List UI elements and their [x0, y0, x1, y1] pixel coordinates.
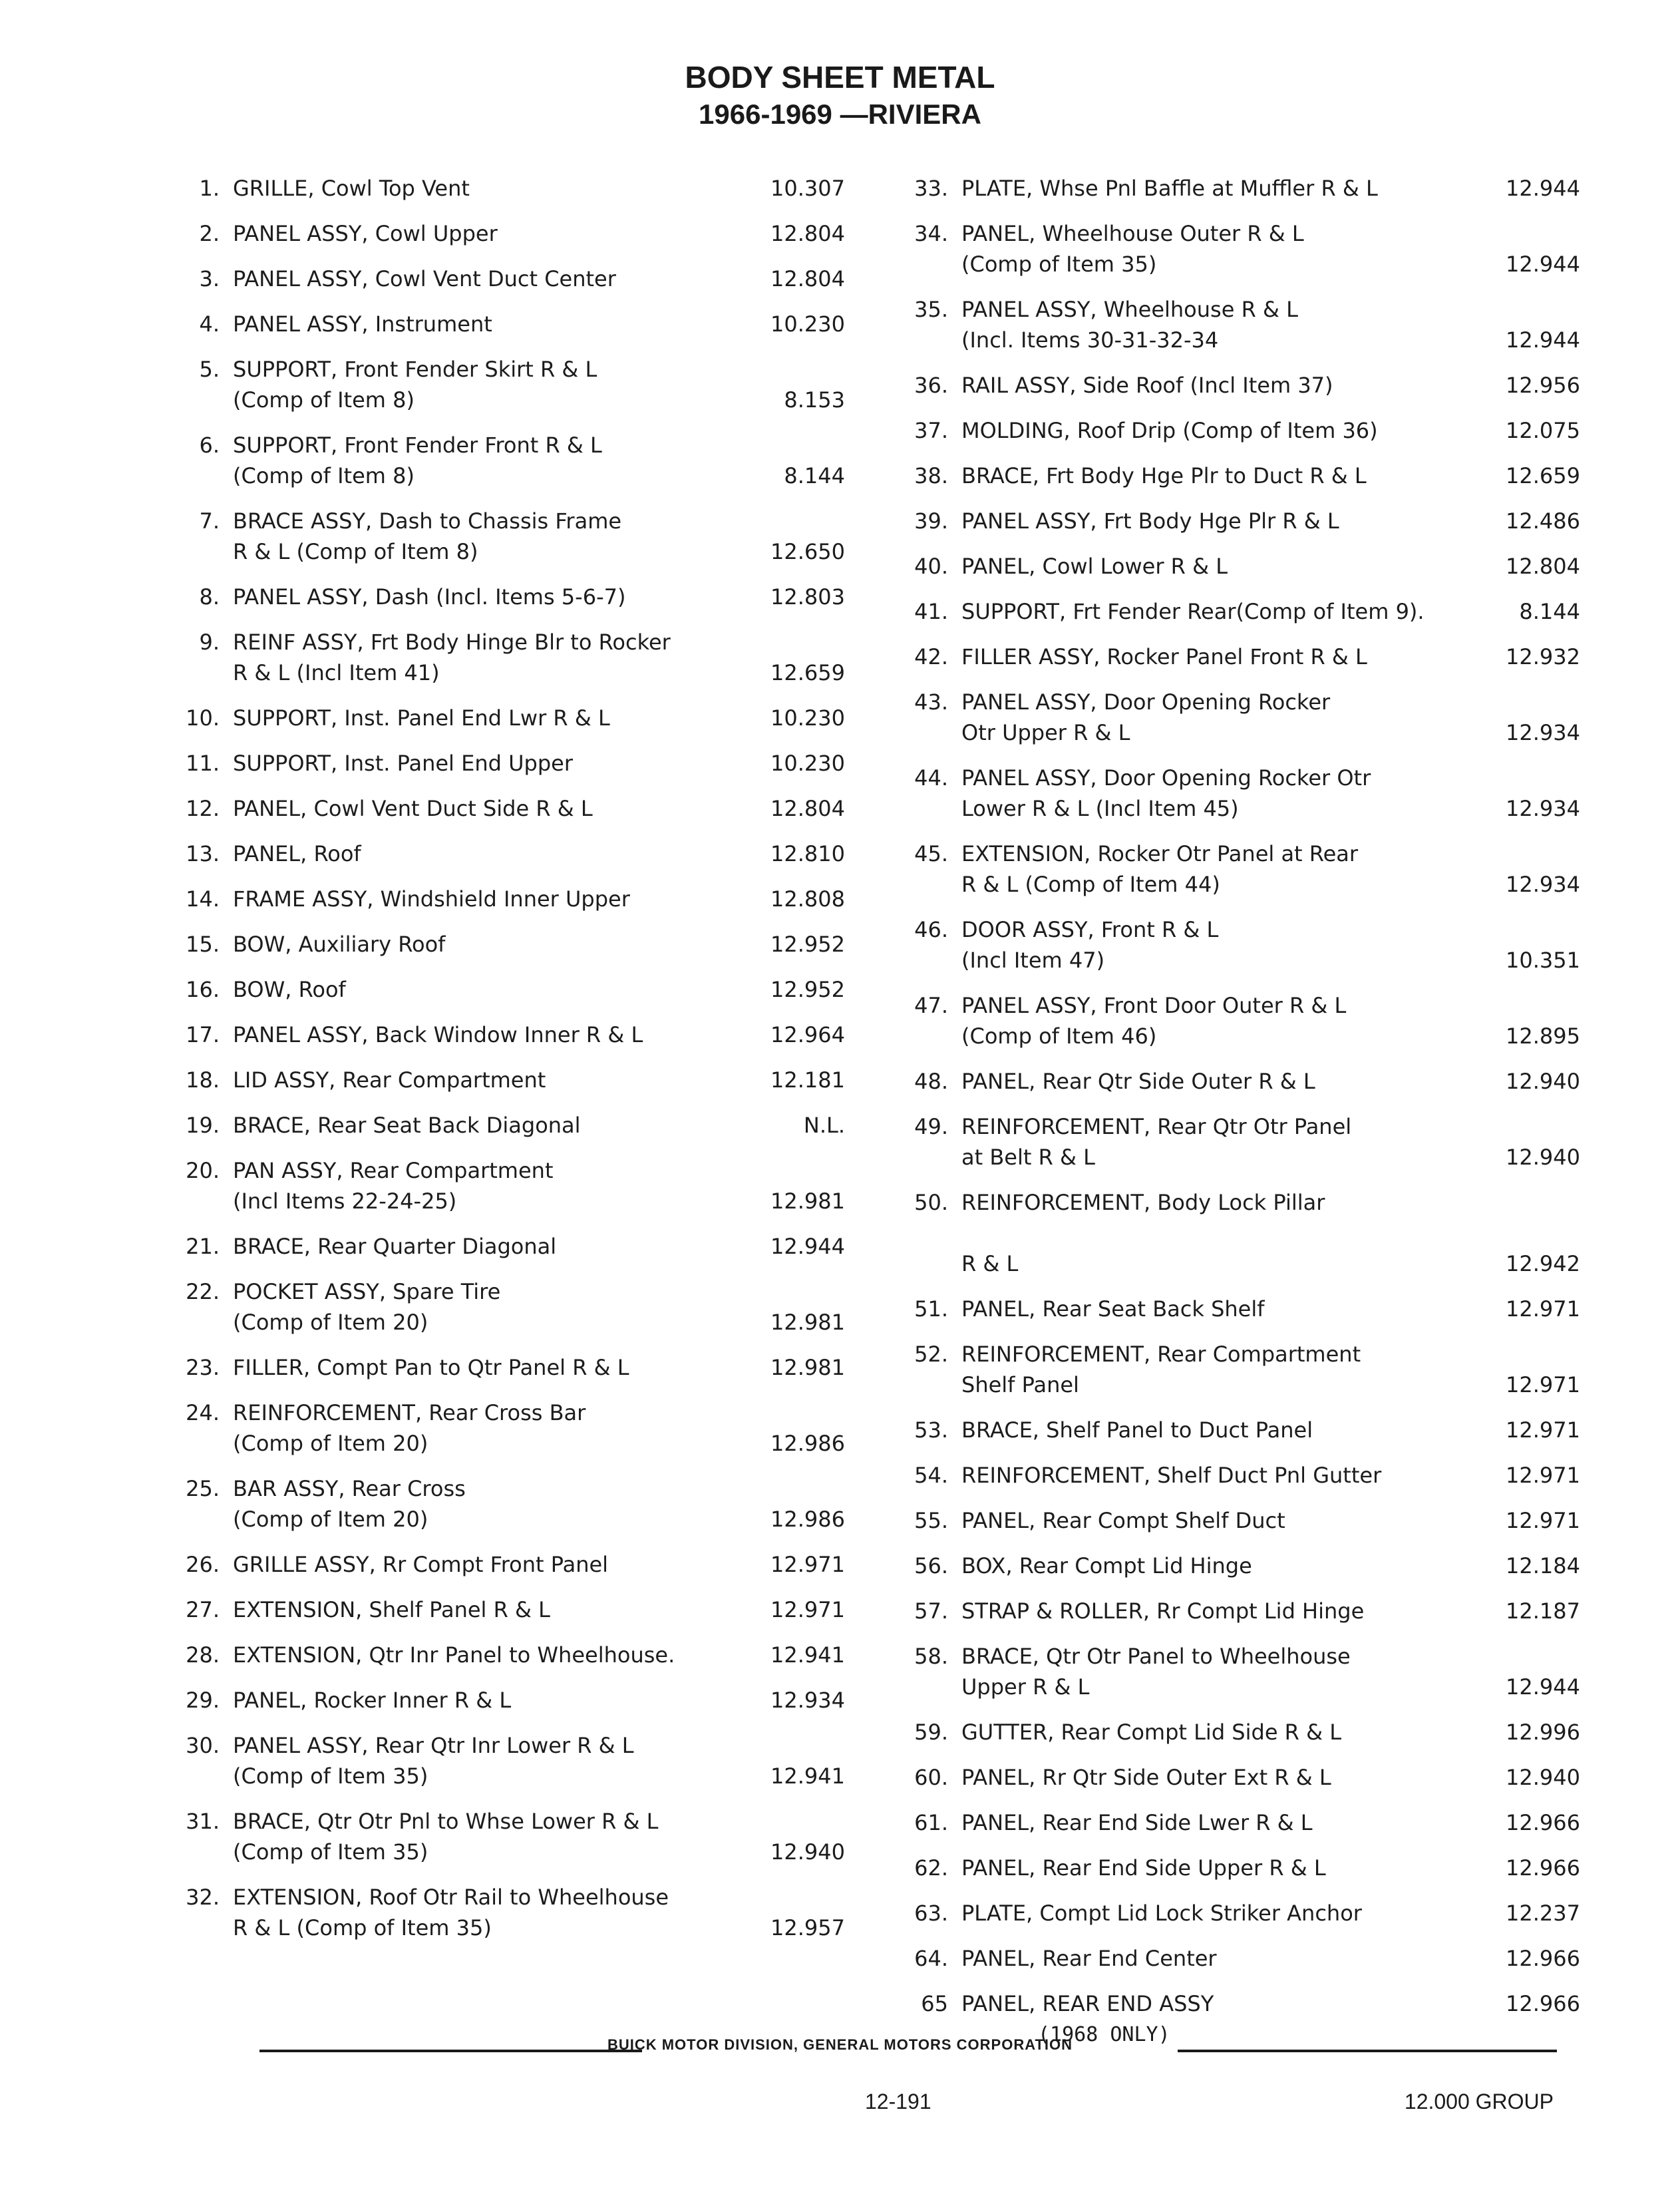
- part-group-number: 12.971: [770, 1552, 845, 1577]
- part-group-number: 12.895: [1506, 1023, 1580, 1049]
- part-number: 41.: [914, 599, 948, 624]
- part-row: [160, 1231, 845, 1262]
- part-number: 37.: [914, 418, 948, 443]
- part-number: 26.: [186, 1552, 220, 1577]
- part-group-number: 12.971: [770, 1597, 845, 1622]
- part-description: GRILLE, Cowl Top Vent: [233, 176, 470, 201]
- part-number: 28.: [186, 1642, 220, 1668]
- part-group-number: 12.986: [770, 1431, 845, 1456]
- part-number: 1.: [199, 176, 220, 201]
- part-row: [888, 506, 1580, 536]
- part-description: SUPPORT, Inst. Panel End Lwr R & L: [233, 705, 610, 731]
- part-description: BRACE, Qtr Otr Pnl to Whse Lower R & L (Comp of Item 35): [233, 1809, 659, 1865]
- part-row: [888, 218, 1580, 279]
- part-group-number: 12.075: [1506, 418, 1580, 443]
- part-group-number: 12.957: [770, 1915, 845, 1940]
- part-row: [160, 1594, 845, 1625]
- part-description: PANEL ASSY, Frt Body Hge Plr R & L: [961, 508, 1339, 534]
- part-group-number: 12.184: [1506, 1553, 1580, 1578]
- part-description: PANEL, Cowl Lower R & L: [961, 554, 1228, 579]
- part-description: PANEL ASSY, Dash (Incl. Items 5-6-7): [233, 584, 626, 610]
- page-title: BODY SHEET METAL: [685, 60, 995, 94]
- part-group-number: 12.981: [770, 1189, 845, 1214]
- part-group-number: 12.804: [770, 266, 845, 291]
- part-group-number: 12.803: [770, 584, 845, 610]
- part-row: [888, 551, 1580, 582]
- part-group-number: N.L.: [803, 1113, 845, 1138]
- footer-division: BUICK MOTOR DIVISION, GENERAL MOTORS CORPORATION: [607, 2036, 1073, 2053]
- part-number: 57.: [914, 1598, 948, 1624]
- item-65-note: (1968 ONLY): [1038, 2023, 1170, 2046]
- part-group-number: 12.659: [1506, 463, 1580, 488]
- part-row: [888, 641, 1580, 672]
- part-number: 63.: [914, 1901, 948, 1926]
- part-row: [888, 1853, 1580, 1883]
- part-group-number: 12.966: [1506, 1810, 1580, 1835]
- part-description: PANEL ASSY, Cowl Vent Duct Center: [233, 266, 616, 291]
- part-number: 59.: [914, 1720, 948, 1745]
- part-number: 46.: [914, 917, 948, 942]
- part-row: [160, 1473, 845, 1535]
- part-row: [888, 914, 1580, 976]
- part-group-number: 12.971: [1506, 1372, 1580, 1397]
- part-description: EXTENSION, Shelf Panel R & L: [233, 1597, 550, 1622]
- part-description: FILLER ASSY, Rocker Panel Front R & L: [961, 644, 1367, 669]
- part-row: [888, 415, 1580, 446]
- part-description: RAIL ASSY, Side Roof (Incl Item 37): [961, 373, 1333, 398]
- part-group-number: 12.944: [1506, 327, 1580, 353]
- part-description: BAR ASSY, Rear Cross (Comp of Item 20): [233, 1476, 466, 1532]
- part-number: 45.: [914, 841, 948, 866]
- part-group-number: 12.808: [770, 886, 845, 912]
- part-description: MOLDING, Roof Drip (Comp of Item 36): [961, 418, 1378, 443]
- part-number: 17.: [186, 1022, 220, 1047]
- part-row: [888, 1807, 1580, 1838]
- part-group-number: 12.187: [1506, 1598, 1580, 1624]
- part-description: REINF ASSY, Frt Body Hinge Blr to Rocker R & L (Incl Item 41): [233, 630, 671, 685]
- part-description: PLATE, Whse Pnl Baffle at Muffler R & L: [961, 176, 1378, 201]
- part-number: 53.: [914, 1417, 948, 1443]
- part-number: 18.: [186, 1067, 220, 1093]
- part-group-number: 12.944: [1506, 252, 1580, 277]
- part-row: [888, 1596, 1580, 1626]
- part-row: [888, 1460, 1580, 1491]
- part-row: [160, 1110, 845, 1141]
- part-description: FILLER, Compt Pan to Qtr Panel R & L: [233, 1355, 629, 1380]
- part-description: PANEL, REAR END ASSY: [961, 1991, 1214, 2016]
- part-row: [160, 506, 845, 567]
- part-group-number: 12.941: [770, 1642, 845, 1668]
- part-row: [888, 1415, 1580, 1445]
- part-description: PANEL, Rr Qtr Side Outer Ext R & L: [961, 1765, 1331, 1790]
- part-group-number: 12.237: [1506, 1901, 1580, 1926]
- part-row: [160, 430, 845, 491]
- part-description: PANEL, Rear Qtr Side Outer R & L: [961, 1069, 1315, 1094]
- part-description: GRILLE ASSY, Rr Compt Front Panel: [233, 1552, 609, 1577]
- part-description: PANEL, Rocker Inner R & L: [233, 1688, 512, 1713]
- part-group-number: 12.804: [770, 221, 845, 246]
- part-group-number: 12.944: [1506, 176, 1580, 201]
- part-description: SUPPORT, Inst. Panel End Upper: [233, 751, 573, 776]
- part-number: 2.: [199, 221, 220, 246]
- part-group-number: 12.934: [1506, 796, 1580, 821]
- part-number: 61.: [914, 1810, 948, 1835]
- part-row: [888, 370, 1580, 401]
- part-group-number: 12.942: [1506, 1251, 1580, 1276]
- part-group-number: 12.944: [1506, 1674, 1580, 1700]
- part-number: 32.: [186, 1885, 220, 1910]
- part-description: REINFORCEMENT, Body Lock Pillar R & L: [961, 1190, 1325, 1276]
- part-row: [160, 703, 845, 733]
- part-description: PANEL ASSY, Door Opening Rocker Otr Lower R & L (Incl Item 45): [961, 765, 1371, 821]
- part-group-number: 12.934: [1506, 720, 1580, 745]
- group-label: 12.000 GROUP: [1404, 2090, 1554, 2113]
- part-description: PANEL, Rear Seat Back Shelf: [961, 1296, 1265, 1322]
- part-description: PAN ASSY, Rear Compartment (Incl Items 22-24-25): [233, 1158, 554, 1214]
- part-number: 35.: [914, 297, 948, 322]
- part-description: PANEL, Roof: [233, 841, 361, 866]
- part-row: [888, 1066, 1580, 1097]
- part-number: 20.: [186, 1158, 220, 1183]
- part-group-number: 12.981: [770, 1310, 845, 1335]
- part-row: [160, 1882, 845, 1943]
- part-description: SUPPORT, Front Fender Skirt R & L (Comp of Item 8): [233, 357, 597, 413]
- part-row: [160, 218, 845, 249]
- part-description: PANEL ASSY, Rear Qtr Inr Lower R & L (Comp of Item 35): [233, 1733, 634, 1789]
- part-group-number: 12.940: [1506, 1145, 1580, 1170]
- part-number: 33.: [914, 176, 948, 201]
- part-group-number: 8.144: [1519, 599, 1580, 624]
- part-group-number: 10.230: [770, 311, 845, 337]
- part-row: [160, 1640, 845, 1670]
- part-number: 65: [921, 1991, 948, 2016]
- part-number: 9.: [199, 630, 220, 655]
- part-number: 3.: [199, 266, 220, 291]
- part-row: [160, 1155, 845, 1216]
- part-description: PANEL ASSY, Front Door Outer R & L (Comp of Item 46): [961, 993, 1347, 1049]
- part-description: STRAP & ROLLER, Rr Compt Lid Hinge: [961, 1598, 1365, 1624]
- part-group-number: 10.230: [770, 751, 845, 776]
- part-group-number: 10.307: [770, 176, 845, 201]
- part-row: [160, 1685, 845, 1716]
- part-group-number: 12.956: [1506, 373, 1580, 398]
- part-number: 44.: [914, 765, 948, 791]
- part-description: PANEL ASSY, Back Window Inner R & L: [233, 1022, 643, 1047]
- part-row: [888, 1641, 1580, 1702]
- part-number: 23.: [186, 1355, 220, 1380]
- part-group-number: 12.971: [1506, 1296, 1580, 1322]
- part-description: PANEL, Rear End Side Upper R & L: [961, 1855, 1326, 1881]
- part-number: 6.: [199, 433, 220, 458]
- part-group-number: 12.971: [1506, 1508, 1580, 1533]
- part-description: PLATE, Compt Lid Lock Striker Anchor: [961, 1901, 1362, 1926]
- part-number: 47.: [914, 993, 948, 1018]
- part-number: 64.: [914, 1946, 948, 1971]
- part-description: EXTENSION, Qtr Inr Panel to Wheelhouse.: [233, 1642, 675, 1668]
- part-description: BOX, Rear Compt Lid Hinge: [961, 1553, 1252, 1578]
- part-row: [160, 173, 845, 204]
- part-row: [888, 1988, 1580, 2019]
- part-number: 8.: [199, 584, 220, 610]
- part-group-number: 12.810: [770, 841, 845, 866]
- part-number: 4.: [199, 311, 220, 337]
- part-number: 7.: [199, 508, 220, 534]
- part-number: 14.: [186, 886, 220, 912]
- part-description: BOW, Auxiliary Roof: [233, 932, 446, 957]
- part-number: 58.: [914, 1644, 948, 1669]
- part-row: [888, 596, 1580, 627]
- part-group-number: 12.804: [770, 796, 845, 821]
- part-number: 62.: [914, 1855, 948, 1881]
- part-row: [888, 1762, 1580, 1793]
- part-row: [160, 793, 845, 824]
- part-row: [888, 1551, 1580, 1581]
- part-number: 12.: [186, 796, 220, 821]
- part-description: POCKET ASSY, Spare Tire (Comp of Item 20): [233, 1279, 501, 1335]
- part-row: [160, 1276, 845, 1338]
- part-row: [888, 1111, 1580, 1173]
- part-row: [888, 687, 1580, 748]
- part-row: [160, 1730, 845, 1791]
- part-group-number: 8.153: [784, 387, 845, 413]
- part-description: SUPPORT, Frt Fender Rear(Comp of Item 9).: [961, 599, 1425, 624]
- part-number: 31.: [186, 1809, 220, 1834]
- part-group-number: 12.486: [1506, 508, 1580, 534]
- parts-list-left: [160, 173, 845, 1958]
- part-description: SUPPORT, Front Fender Front R & L (Comp of Item 8): [233, 433, 602, 488]
- part-group-number: 12.181: [770, 1067, 845, 1093]
- part-group-number: 12.966: [1506, 1855, 1580, 1881]
- part-number: 11.: [186, 751, 220, 776]
- part-group-number: 12.971: [1506, 1417, 1580, 1443]
- part-row: [160, 627, 845, 688]
- part-description: GUTTER, Rear Compt Lid Side R & L: [961, 1720, 1342, 1745]
- part-row: [160, 929, 845, 960]
- part-description: PANEL, Wheelhouse Outer R & L (Comp of Item 35): [961, 221, 1304, 277]
- part-number: 19.: [186, 1113, 220, 1138]
- part-description: EXTENSION, Roof Otr Rail to Wheelhouse R & L (Comp of Item 35): [233, 1885, 669, 1940]
- part-row: [160, 264, 845, 294]
- part-number: 49.: [914, 1114, 948, 1139]
- part-number: 22.: [186, 1279, 220, 1304]
- part-number: 39.: [914, 508, 948, 534]
- part-number: 55.: [914, 1508, 948, 1533]
- part-number: 25.: [186, 1476, 220, 1501]
- part-description: PANEL, Rear End Center: [961, 1946, 1217, 1971]
- part-description: BRACE ASSY, Dash to Chassis Frame R & L (Comp of Item 8): [233, 508, 622, 564]
- part-row: [160, 354, 845, 415]
- part-description: BRACE, Qtr Otr Panel to Wheelhouse Upper R & L: [961, 1644, 1351, 1700]
- part-row: [160, 1352, 845, 1383]
- part-row: [160, 748, 845, 779]
- part-row: [888, 294, 1580, 355]
- part-row: [888, 173, 1580, 204]
- part-row: [888, 1505, 1580, 1536]
- part-number: 16.: [186, 977, 220, 1002]
- part-number: 13.: [186, 841, 220, 866]
- part-number: 36.: [914, 373, 948, 398]
- part-group-number: 12.986: [770, 1507, 845, 1532]
- part-group-number: 12.952: [770, 977, 845, 1002]
- part-row: [160, 974, 845, 1005]
- part-row: [888, 1339, 1580, 1400]
- part-group-number: 12.804: [1506, 554, 1580, 579]
- part-number: 43.: [914, 689, 948, 715]
- part-description: PANEL ASSY, Cowl Upper: [233, 221, 498, 246]
- part-description: PANEL ASSY, Instrument: [233, 311, 492, 337]
- part-description: REINFORCEMENT, Rear Cross Bar (Comp of Item 20): [233, 1400, 586, 1456]
- part-row: [888, 990, 1580, 1051]
- footer-rule-right: [1178, 2050, 1557, 2052]
- part-row: [160, 1549, 845, 1580]
- part-row: [160, 309, 845, 339]
- part-number: 30.: [186, 1733, 220, 1758]
- part-number: 5.: [199, 357, 220, 382]
- part-group-number: 12.971: [1506, 1463, 1580, 1488]
- part-group-number: 8.144: [784, 463, 845, 488]
- part-description: PANEL, Rear End Side Lwer R & L: [961, 1810, 1313, 1835]
- page-number: 12-191: [865, 2090, 931, 2113]
- part-number: 52.: [914, 1342, 948, 1367]
- part-number: 27.: [186, 1597, 220, 1622]
- part-number: 40.: [914, 554, 948, 579]
- part-group-number: 12.941: [770, 1763, 845, 1789]
- part-group-number: 10.351: [1506, 948, 1580, 973]
- part-number: 42.: [914, 644, 948, 669]
- part-row: [888, 1898, 1580, 1928]
- part-group-number: 12.952: [770, 932, 845, 957]
- part-row: [160, 1397, 845, 1459]
- part-row: [160, 1065, 845, 1095]
- part-description: BRACE, Shelf Panel to Duct Panel: [961, 1417, 1313, 1443]
- part-number: 38.: [914, 463, 948, 488]
- part-group-number: 12.981: [770, 1355, 845, 1380]
- part-description: PANEL ASSY, Wheelhouse R & L (Incl. Items 30-31-32-34: [961, 297, 1298, 353]
- part-description: REINFORCEMENT, Rear Compartment Shelf Panel: [961, 1342, 1361, 1397]
- part-description: FRAME ASSY, Windshield Inner Upper: [233, 886, 630, 912]
- part-row: [160, 884, 845, 914]
- part-row: [160, 582, 845, 612]
- part-description: BRACE, Rear Quarter Diagonal: [233, 1234, 557, 1259]
- part-description: REINFORCEMENT, Rear Qtr Otr Panel at Belt R & L: [961, 1114, 1352, 1170]
- part-description: PANEL, Rear Compt Shelf Duct: [961, 1508, 1285, 1533]
- part-row: [888, 1187, 1580, 1279]
- part-description: LID ASSY, Rear Compartment: [233, 1067, 546, 1093]
- part-group-number: 12.932: [1506, 644, 1580, 669]
- part-number: 24.: [186, 1400, 220, 1425]
- part-number: 21.: [186, 1234, 220, 1259]
- part-description: DOOR ASSY, Front R & L (Incl Item 47): [961, 917, 1219, 973]
- part-row: [888, 460, 1580, 491]
- part-group-number: 12.996: [1506, 1720, 1580, 1745]
- part-description: PANEL ASSY, Door Opening Rocker Otr Upper R & L: [961, 689, 1331, 745]
- part-number: 10.: [186, 705, 220, 731]
- part-row: [888, 1943, 1580, 1974]
- part-number: 29.: [186, 1688, 220, 1713]
- part-row: [888, 763, 1580, 824]
- part-group-number: 12.940: [770, 1839, 845, 1865]
- part-number: 60.: [914, 1765, 948, 1790]
- part-number: 34.: [914, 221, 948, 246]
- part-number: 15.: [186, 932, 220, 957]
- part-group-number: 12.944: [770, 1234, 845, 1259]
- part-description: EXTENSION, Rocker Otr Panel at Rear R & L (Comp of Item 44): [961, 841, 1359, 897]
- part-row: [160, 838, 845, 869]
- part-number: 56.: [914, 1553, 948, 1578]
- parts-list-right: [888, 173, 1580, 2034]
- part-group-number: 12.964: [770, 1022, 845, 1047]
- part-group-number: 12.934: [1506, 872, 1580, 897]
- part-group-number: 12.940: [1506, 1765, 1580, 1790]
- part-description: BOW, Roof: [233, 977, 346, 1002]
- part-description: PANEL, Cowl Vent Duct Side R & L: [233, 796, 593, 821]
- part-group-number: 12.650: [770, 539, 845, 564]
- part-group-number: 12.659: [770, 660, 845, 685]
- part-row: [160, 1806, 845, 1867]
- part-number: 48.: [914, 1069, 948, 1094]
- part-description: BRACE, Frt Body Hge Plr to Duct R & L: [961, 463, 1367, 488]
- part-group-number: 12.934: [770, 1688, 845, 1713]
- part-number: 51.: [914, 1296, 948, 1322]
- part-description: BRACE, Rear Seat Back Diagonal: [233, 1113, 581, 1138]
- part-number: 54.: [914, 1463, 948, 1488]
- part-row: [160, 1019, 845, 1050]
- part-group-number: 12.966: [1506, 1946, 1580, 1971]
- part-group-number: 10.230: [770, 705, 845, 731]
- part-number: 50.: [914, 1190, 948, 1215]
- part-row: [888, 1717, 1580, 1747]
- part-group-number: 12.966: [1506, 1991, 1580, 2016]
- part-row: [888, 838, 1580, 900]
- part-row: [888, 1294, 1580, 1324]
- page-subtitle: 1966-1969 —RIVIERA: [699, 98, 981, 130]
- part-group-number: 12.940: [1506, 1069, 1580, 1094]
- part-description: REINFORCEMENT, Shelf Duct Pnl Gutter: [961, 1463, 1382, 1488]
